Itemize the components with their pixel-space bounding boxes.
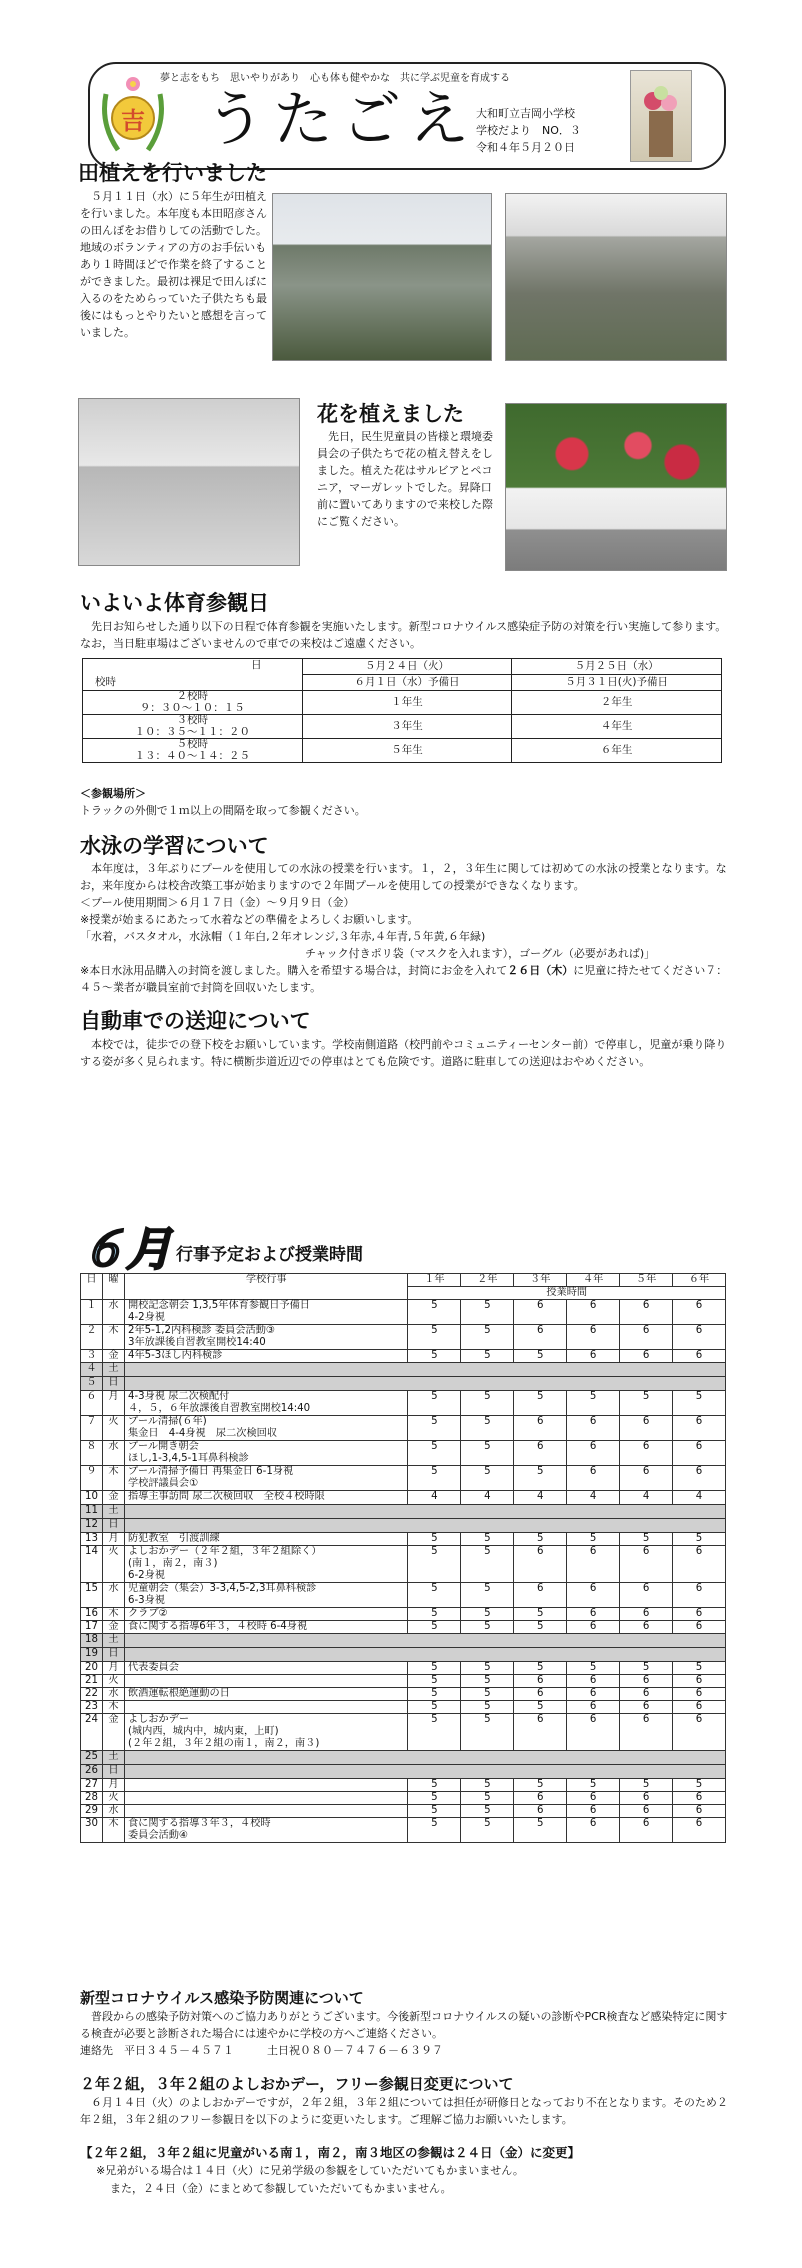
hours-cell: 5 (673, 1661, 726, 1674)
hours-cell: 4 (514, 1491, 567, 1504)
day-cell: 21 (81, 1674, 103, 1687)
hours-cell: 5 (673, 1391, 726, 1416)
hours-cell: 6 (620, 1713, 673, 1750)
hours-cell: 6 (567, 1818, 620, 1843)
hours-cell: 6 (567, 1620, 620, 1633)
hours-cell: 5 (514, 1620, 567, 1633)
schedule-row (81, 1818, 726, 1843)
car-heading: 自動車での送迎について (80, 1009, 311, 1033)
hours-cell: 5 (567, 1391, 620, 1416)
day-cell: 11 (81, 1504, 103, 1518)
weekend-cell (124, 1363, 725, 1377)
hours-cell: 6 (514, 1792, 567, 1805)
hours-cell: 6 (514, 1687, 567, 1700)
schedule-row (81, 1647, 726, 1661)
hours-cell: 5 (514, 1818, 567, 1843)
issue-number: 学校だより NO．３ (476, 124, 581, 138)
weekday-cell: 木 (102, 1818, 124, 1843)
hours-cell: 5 (408, 1778, 461, 1791)
weekday-cell: 木 (102, 1607, 124, 1620)
hours-cell: 5 (514, 1391, 567, 1416)
hours-cell: 6 (620, 1700, 673, 1713)
weekday-cell: 日 (102, 1518, 124, 1532)
hours-cell: 6 (673, 1607, 726, 1620)
day-cell: 19 (81, 1647, 103, 1661)
weekend-cell (124, 1647, 725, 1661)
hours-cell: 6 (673, 1713, 726, 1750)
day-cell: 28 (81, 1792, 103, 1805)
hours-cell: 5 (567, 1778, 620, 1791)
day-cell: ７ (81, 1416, 103, 1441)
hours-cell: 6 (673, 1687, 726, 1700)
weekday-cell: 木 (102, 1325, 124, 1350)
hours-cell: 5 (620, 1778, 673, 1791)
schedule-row (81, 1620, 726, 1633)
sports-heading: いよいよ体育参観日 (80, 591, 269, 615)
day-cell: 26 (81, 1764, 103, 1778)
hours-cell: 6 (567, 1713, 620, 1750)
school-motto: 夢と志をもち 思いやりがあり 心も体も健やかな 共に学ぶ児童を育成する (160, 73, 510, 84)
change-note-2: また，２４日（金）にまとめて参観していただいてもかまいません。 (110, 2182, 452, 2195)
weekday-cell: 木 (102, 1700, 124, 1713)
schedule-row (81, 1674, 726, 1687)
car-text: 本校では，徒歩での登下校をお願いしています。学校南側道路（校門前やコミュニティーセンター前）で停車し，児童が乗り降りする姿が多く見られます。特に横断歩道近辺での停車はとても危険です。道路に駐車しての送迎はおやめください。 (80, 1038, 727, 1069)
schedule-row (81, 1491, 726, 1504)
hours-cell: 5 (408, 1532, 461, 1545)
hours-cell: 6 (567, 1416, 620, 1441)
hours-cell: 5 (567, 1661, 620, 1674)
day-cell: ２ (81, 1325, 103, 1350)
hours-cell: 6 (673, 1350, 726, 1363)
hours-cell: 5 (514, 1466, 567, 1491)
hours-cell: 5 (408, 1805, 461, 1818)
hours-cell: 6 (673, 1620, 726, 1633)
hours-cell: 5 (461, 1713, 514, 1750)
day-cell: 13 (81, 1532, 103, 1545)
schedule-row (81, 1582, 726, 1607)
hours-cell: 6 (673, 1582, 726, 1607)
hours-cell: 5 (461, 1300, 514, 1325)
event-cell: 指導主事訪問 尿二次検回収 全校４校時限 (124, 1491, 407, 1504)
newsletter-title: うたごえ (205, 85, 477, 155)
hours-cell: 6 (620, 1545, 673, 1582)
event-cell (124, 1700, 407, 1713)
day-cell: 23 (81, 1700, 103, 1713)
event-cell: 4年5-3ほし内科検診 (124, 1350, 407, 1363)
day-cell: 10 (81, 1491, 103, 1504)
hours-cell: 5 (461, 1687, 514, 1700)
event-cell: 開校記念朝会 1,3,5年体育参観日予備日 4-2身視 (124, 1300, 407, 1325)
place-label: ＜参観場所＞ (80, 787, 146, 800)
hours-cell: 6 (620, 1300, 673, 1325)
weekend-cell (124, 1633, 725, 1647)
hours-cell: 6 (620, 1350, 673, 1363)
hours-cell: 5 (408, 1391, 461, 1416)
hours-cell: 5 (408, 1620, 461, 1633)
weekday-cell: 水 (102, 1441, 124, 1466)
weekday-cell: 金 (102, 1491, 124, 1504)
day-cell: 12 (81, 1518, 103, 1532)
day2-spare: ５月３１日(火)予備日 (512, 675, 722, 691)
hours-cell: 6 (673, 1466, 726, 1491)
day-cell: ５ (81, 1377, 103, 1391)
hours-cell: 6 (620, 1620, 673, 1633)
weekday-cell: 金 (102, 1620, 124, 1633)
schedule-row (81, 1441, 726, 1466)
hours-cell: 6 (620, 1582, 673, 1607)
hours-cell: 6 (567, 1582, 620, 1607)
hours-cell: 5 (408, 1300, 461, 1325)
weekday-cell: 火 (102, 1792, 124, 1805)
hours-cell: 5 (620, 1532, 673, 1545)
day-cell: ９ (81, 1466, 103, 1491)
schedule-row (81, 1700, 726, 1713)
hours-cell: 4 (620, 1491, 673, 1504)
hours-cell: 5 (514, 1778, 567, 1791)
event-cell: プール清掃(６年) 集金日 4-4身視 尿二次検回収 (124, 1416, 407, 1441)
hours-cell: 4 (567, 1491, 620, 1504)
header-photo (630, 70, 692, 162)
event-cell: 代表委員会 (124, 1661, 407, 1674)
hours-cell: 6 (567, 1441, 620, 1466)
hours-cell: 6 (673, 1325, 726, 1350)
hours-cell: 5 (408, 1325, 461, 1350)
event-cell: よしおかデー（２年２組，３年２組除く） (南１，南２，南３) 6-2身視 (124, 1545, 407, 1582)
hours-cell: 5 (461, 1532, 514, 1545)
weekday-cell: 月 (102, 1778, 124, 1791)
weekday-cell: 水 (102, 1687, 124, 1700)
rice-planting-heading: 田植えを行いました (78, 161, 267, 185)
hours-cell: 5 (408, 1545, 461, 1582)
hours-cell: 6 (567, 1674, 620, 1687)
hours-cell: 5 (461, 1325, 514, 1350)
swim-heading: 水泳の学習について (80, 834, 269, 858)
hours-cell: 6 (673, 1674, 726, 1687)
hours-cell: 6 (620, 1466, 673, 1491)
table-row: ２校時 ９：３０～１０：１５ １年生 ２年生 (83, 691, 722, 715)
day-cell: 18 (81, 1633, 103, 1647)
weekday-cell: 水 (102, 1805, 124, 1818)
hours-cell: 6 (514, 1805, 567, 1818)
flowers-heading: 花を植えました (317, 402, 464, 426)
hours-cell: 5 (673, 1778, 726, 1791)
day-cell: １ (81, 1300, 103, 1325)
day-cell: 25 (81, 1750, 103, 1764)
day-cell: 24 (81, 1713, 103, 1750)
hours-cell: 6 (567, 1545, 620, 1582)
sports-text: 先日お知らせした通り以下の日程で体育参観を実施いたします。新型コロナウイルス感染症予防の対策を行い実施して参ります。なお，当日駐車場はございませんので車での来校はご遠慮ください。 (80, 620, 727, 651)
hours-cell: 5 (408, 1441, 461, 1466)
event-cell: クラブ② (124, 1607, 407, 1620)
hours-cell: 5 (408, 1661, 461, 1674)
hours-cell: 5 (461, 1582, 514, 1607)
hours-cell: 5 (408, 1700, 461, 1713)
hours-cell: 6 (514, 1582, 567, 1607)
month-label: ６月 (80, 1222, 172, 1276)
day2-date: ５月２５日（水） (512, 659, 722, 675)
event-cell: 飲酒運転根絶運動の日 (124, 1687, 407, 1700)
logo-character: 吉 (121, 107, 145, 135)
hours-cell: 5 (514, 1350, 567, 1363)
hours-cell: 6 (620, 1607, 673, 1620)
hours-cell: 6 (620, 1687, 673, 1700)
event-cell: 食に関する指導３年３，４校時 委員会活動④ (124, 1818, 407, 1843)
weekend-cell (124, 1750, 725, 1764)
event-cell: 防犯教室 引渡訓練 (124, 1532, 407, 1545)
schedule-row (81, 1713, 726, 1750)
rice-photo-1 (272, 193, 492, 361)
change-heading: ２年２組，３年２組のよしおかデー，フリー参観日変更について (80, 2075, 514, 2093)
hours-cell: 5 (408, 1607, 461, 1620)
day-cell: 16 (81, 1607, 103, 1620)
hours-cell: 6 (673, 1416, 726, 1441)
event-cell: 4-3身視 尿二次検配付 ４，５，６年放課後自習教室開校14:40 (124, 1391, 407, 1416)
weekday-cell: 日 (102, 1764, 124, 1778)
schedule-row (81, 1778, 726, 1791)
hours-cell: 5 (408, 1687, 461, 1700)
hours-cell: 6 (673, 1441, 726, 1466)
table-row: ３校時 １０：３５～１１：２０ ３年生 ４年生 (83, 715, 722, 739)
covid-text: 普段からの感染予防対策へのご協力ありがとうございます。今後新型コロナウイルスの疑いの診断やPCR検査など感染特定に関する検査が必要と診断された場合には速やかに学校の方へご連絡ください。 (80, 2010, 728, 2041)
schedule-row (81, 1391, 726, 1416)
schedule-row (81, 1350, 726, 1363)
covid-contact: 連絡先 平日３４５－４５７１ 土日祝０８０－７４７６－６３９７ (80, 2044, 443, 2057)
weekend-cell (124, 1764, 725, 1778)
hours-cell: 6 (567, 1350, 620, 1363)
day-cell: ６ (81, 1391, 103, 1416)
weekend-cell (124, 1504, 725, 1518)
day-cell: ４ (81, 1363, 103, 1377)
schedule-row (81, 1545, 726, 1582)
hours-cell: 6 (673, 1300, 726, 1325)
hours-cell: 6 (673, 1805, 726, 1818)
schedule-row (81, 1504, 726, 1518)
weekday-cell: 火 (102, 1416, 124, 1441)
day1-spare: ６月１日（水）予備日 (302, 675, 512, 691)
hours-cell: 5 (408, 1792, 461, 1805)
event-cell: よしおかデー (城内西，城内中，城内東，上町) (２年２組，３年２組の南１，南２，南３) (124, 1713, 407, 1750)
june-schedule-table: 日 曜 学校行事 １年 ２年 ３年 ４年 ５年 ６年 授業時間 １ 水 開校記念朝会 1,3,5年体育参観日予備日 4-2身視 5 5 6 6 6 6 ２ 木 2年5-1,2内科検診 委員会活動③ 3年放課後自習教室開校14:40 5 5 6 6 6 6 ３ 金 4年5-3ほし内科検診 5 5 5 6 6 6 ４ 土 ５ 日 ６ 月 4-3身視 尿二次検配付 ４，５，６年放課後自習教室開校14:40 5 5 5 5 5 5 ７ 火 プール清掃(６年) 集金日 4-4身視 尿二次検回収 5 5 6 6 6 6 ８ 水 プール開き朝会 ほし,1-3,4,5-1耳鼻科検診 5 5 6 6 6 6 ９ 木 プール清掃予備日 再集金日 6-1身視 学校評議員会① 5 5 5 6 6 6 10 金 指導主事訪問 尿二次検回収 全校４校時限 4 4 4 4 4 4 11 土 12 日 13 月 防犯教室 引渡訓練 5 5 5 5 5 5 14 火 よしおかデー（２年２組，３年２組除く） (南１，南２，南３) 6-2身視 5 5 6 6 6 6 15 水 児童朝会（集会）3-3,4,5-2,3耳鼻科検診 6-3身視 5 5 6 6 6 6 16 木 クラブ② 5 5 5 6 6 6 17 金 食に関する指導6年３，４校時 6-4身視 5 5 5 6 6 6 18 土 19 日 20 月 代表委員会 5 5 5 5 5 5 21 火 5 5 6 6 6 6 22 水 飲酒運転根絶運動の日 5 5 6 6 6 6 23 木 5 5 5 6 6 6 24 金 よしおかデー (城内西，城内中，城内東，上町) (２年２組，３年２組の南１，南２，南３) 5 5 6 6 6 6 25 土 26 日 27 月 5 5 5 5 5 5 28 火 5 5 6 6 6 6 29 水 5 5 6 6 6 6 30 木 食に関する指導３年３，４校時 委員会活動④ 5 5 5 6 6 6 (80, 1273, 726, 1843)
sports-day-table (82, 658, 722, 763)
hours-cell: 5 (461, 1792, 514, 1805)
hours-cell: 5 (408, 1582, 461, 1607)
hours-cell: 5 (461, 1416, 514, 1441)
event-cell: 児童朝会（集会）3-3,4,5-2,3耳鼻科検診 6-3身視 (124, 1582, 407, 1607)
hours-cell: 6 (514, 1300, 567, 1325)
hours-cell: 6 (673, 1818, 726, 1843)
change-text: ６月１４日（火）のよしおかデーですが，２年２組，３年２組については担任が研修日となっており不在となります。そのため２年２組，３年２組のフリー参観日を以下のように変更いたします。ご理解ご協力お願いいたします。 (80, 2096, 728, 2127)
hours-cell: 6 (567, 1325, 620, 1350)
schedule-row (81, 1792, 726, 1805)
weekday-cell: 土 (102, 1750, 124, 1764)
hours-cell: 6 (620, 1674, 673, 1687)
day-cell: 29 (81, 1805, 103, 1818)
swim-section: 本年度は，３年ぶりにプールを使用しての水泳の授業を行います。１，２，３年生に関しては初めての水泳の授業となります。なお，来年度からは校舎改築工事が始まりますので２年間プールを使用しての授業ができなくなります。 ＜プール使用期間＞６月１７日（金）～９月９日（金） ※授業が始まるにあたって水着などの準備をよろしくお願いします。 「水着，バスタオル，水泳帽（１年白,２年オレンジ,３年赤,４年青,５年黄,６年緑) チャック付きポリ袋（マスクを入れます），ゴーグル（必要があれば)」 ※本日水泳用品購入の封筒を渡しました。購入を希望する場合は，封筒にお金を入れて２６日（木）に児童に持たせてください７：４５～業者が職員室前で封筒を回収いたします。 (80, 862, 728, 995)
hours-cell: 5 (514, 1700, 567, 1713)
hours-cell: 6 (567, 1300, 620, 1325)
day-cell: 22 (81, 1687, 103, 1700)
hours-cell: 5 (408, 1674, 461, 1687)
day-cell: ３ (81, 1350, 103, 1363)
hours-cell: 5 (620, 1391, 673, 1416)
table-row: ５校時 １３：４０～１４：２５ ５年生 ６年生 (83, 739, 722, 763)
schedule-row (81, 1466, 726, 1491)
place-text: トラックの外側で１ｍ以上の間隔を取って参観ください。 (80, 804, 366, 817)
hours-cell: 5 (461, 1700, 514, 1713)
weekend-cell (124, 1518, 725, 1532)
schedule-row (81, 1661, 726, 1674)
flowers-text: 先日，民生児童員の皆様と環境委員会の子供たちで花の植え替えをしました。植えた花はサルビアとペコニア，マーガレットでした。昇降口前に置いてありますので来校した際にご覧ください。 (317, 430, 493, 529)
schedule-row (81, 1363, 726, 1377)
hours-cell: 6 (673, 1700, 726, 1713)
schedule-title (80, 1222, 363, 1276)
hours-cell: 6 (620, 1325, 673, 1350)
weekday-cell: 火 (102, 1545, 124, 1582)
weekday-cell: 日 (102, 1647, 124, 1661)
hours-cell: 5 (461, 1661, 514, 1674)
change-notice: 【２年２組，３年２組に児童がいる南１，南２，南３地区の参観は２４日（金）に変更】 (80, 2145, 581, 2160)
weekday-cell: 水 (102, 1582, 124, 1607)
schedule-row (81, 1607, 726, 1620)
event-cell (124, 1792, 407, 1805)
hours-cell: 6 (567, 1700, 620, 1713)
event-cell (124, 1805, 407, 1818)
hours-cell: 6 (673, 1792, 726, 1805)
hours-cell: 4 (461, 1491, 514, 1504)
weekday-cell: 火 (102, 1674, 124, 1687)
change-note-1: ※兄弟がいる場合は１４日（火）に兄弟学級の参観をしていただいてもかまいません。 (96, 2164, 524, 2177)
hours-cell: 4 (408, 1491, 461, 1504)
hours-cell: 6 (567, 1466, 620, 1491)
hours-cell: 6 (620, 1818, 673, 1843)
hours-cell: 6 (514, 1674, 567, 1687)
weekday-cell: 月 (102, 1661, 124, 1674)
hours-cell: 6 (620, 1805, 673, 1818)
hours-cell: 6 (567, 1687, 620, 1700)
weekday-cell: 月 (102, 1391, 124, 1416)
hours-cell: 5 (408, 1416, 461, 1441)
hours-cell: 5 (461, 1350, 514, 1363)
hours-cell: 5 (514, 1661, 567, 1674)
hours-cell: 6 (567, 1607, 620, 1620)
weekday-cell: 土 (102, 1504, 124, 1518)
hours-cell: 6 (514, 1441, 567, 1466)
day-cell: ８ (81, 1441, 103, 1466)
hours-cell: 6 (514, 1325, 567, 1350)
weekday-cell: 土 (102, 1363, 124, 1377)
hours-cell: 5 (461, 1620, 514, 1633)
event-cell (124, 1778, 407, 1791)
weekday-cell: 土 (102, 1633, 124, 1647)
event-cell: プール清掃予備日 再集金日 6-1身視 学校評議員会① (124, 1466, 407, 1491)
event-cell: プール開き朝会 ほし,1-3,4,5-1耳鼻科検診 (124, 1441, 407, 1466)
day-cell: 14 (81, 1545, 103, 1582)
weekday-cell: 水 (102, 1300, 124, 1325)
rice-planting-text: ５月１１日（水）に５年生が田植えを行いました。本年度も本田昭彦さんの田んぼをお借りしての活動でした。地域のボランティアの方のお手伝いもあり１時間ほどで作業を終了することができました。最初は裸足で田んぼに入るのをためらっていた子供たちも最後にはもっとやりたいと感想を言っていました。 (80, 190, 267, 340)
day-cell: 17 (81, 1620, 103, 1633)
weekend-cell (124, 1377, 725, 1391)
hours-cell: 5 (567, 1532, 620, 1545)
school-info (476, 105, 581, 156)
hours-cell: 6 (620, 1792, 673, 1805)
hours-cell: 6 (567, 1805, 620, 1818)
hours-cell: 6 (620, 1441, 673, 1466)
schedule-row (81, 1687, 726, 1700)
hours-cell: 5 (461, 1607, 514, 1620)
day-cell: 15 (81, 1582, 103, 1607)
hours-cell: 5 (620, 1661, 673, 1674)
hours-cell: 5 (461, 1805, 514, 1818)
schedule-heading: 行事予定および授業時間 (176, 1245, 363, 1266)
flower-planting-photo (78, 398, 300, 566)
hours-cell: 6 (514, 1545, 567, 1582)
hours-cell: 5 (514, 1607, 567, 1620)
hours-cell: 5 (461, 1545, 514, 1582)
schedule-row (81, 1416, 726, 1441)
weekday-cell: 金 (102, 1713, 124, 1750)
schedule-row (81, 1633, 726, 1647)
hours-cell: 6 (514, 1416, 567, 1441)
hours-cell: 5 (673, 1532, 726, 1545)
table-corner: 日 校時 (83, 659, 303, 691)
hours-cell: 5 (408, 1713, 461, 1750)
schedule-row (81, 1532, 726, 1545)
hours-cell: 5 (408, 1818, 461, 1843)
issue-date: 令和４年５月２０日 (476, 141, 575, 155)
covid-heading: 新型コロナウイルス感染予防関連について (80, 1989, 364, 2007)
hours-cell: 6 (514, 1713, 567, 1750)
schedule-row (81, 1764, 726, 1778)
hours-cell: 6 (673, 1545, 726, 1582)
schedule-row (81, 1518, 726, 1532)
hours-cell: 5 (461, 1391, 514, 1416)
day1-date: ５月２４日（火） (302, 659, 512, 675)
hours-cell: 5 (461, 1818, 514, 1843)
hours-cell: 6 (567, 1792, 620, 1805)
hours-cell: 6 (620, 1416, 673, 1441)
day-cell: 20 (81, 1661, 103, 1674)
event-cell (124, 1674, 407, 1687)
weekday-cell: 木 (102, 1466, 124, 1491)
schedule-row (81, 1325, 726, 1350)
event-cell: 2年5-1,2内科検診 委員会活動③ 3年放課後自習教室開校14:40 (124, 1325, 407, 1350)
hours-cell: 5 (408, 1350, 461, 1363)
weekday-cell: 月 (102, 1532, 124, 1545)
rice-photo-2 (505, 193, 727, 361)
hours-cell: 5 (461, 1466, 514, 1491)
day-cell: 27 (81, 1778, 103, 1791)
schedule-row (81, 1300, 726, 1325)
school-name: 大和町立吉岡小学校 (476, 107, 575, 120)
day-cell: 30 (81, 1818, 103, 1843)
hours-cell: 5 (514, 1532, 567, 1545)
hours-cell: 5 (461, 1778, 514, 1791)
schedule-row (81, 1750, 726, 1764)
flower-pot-photo (505, 403, 727, 571)
hours-cell: 4 (673, 1491, 726, 1504)
hours-cell: 5 (461, 1674, 514, 1687)
hours-cell: 5 (408, 1466, 461, 1491)
weekday-cell: 日 (102, 1377, 124, 1391)
hours-cell: 5 (461, 1441, 514, 1466)
event-cell: 食に関する指導6年３，４校時 6-4身視 (124, 1620, 407, 1633)
schedule-row (81, 1805, 726, 1818)
schedule-row (81, 1377, 726, 1391)
weekday-cell: 金 (102, 1350, 124, 1363)
